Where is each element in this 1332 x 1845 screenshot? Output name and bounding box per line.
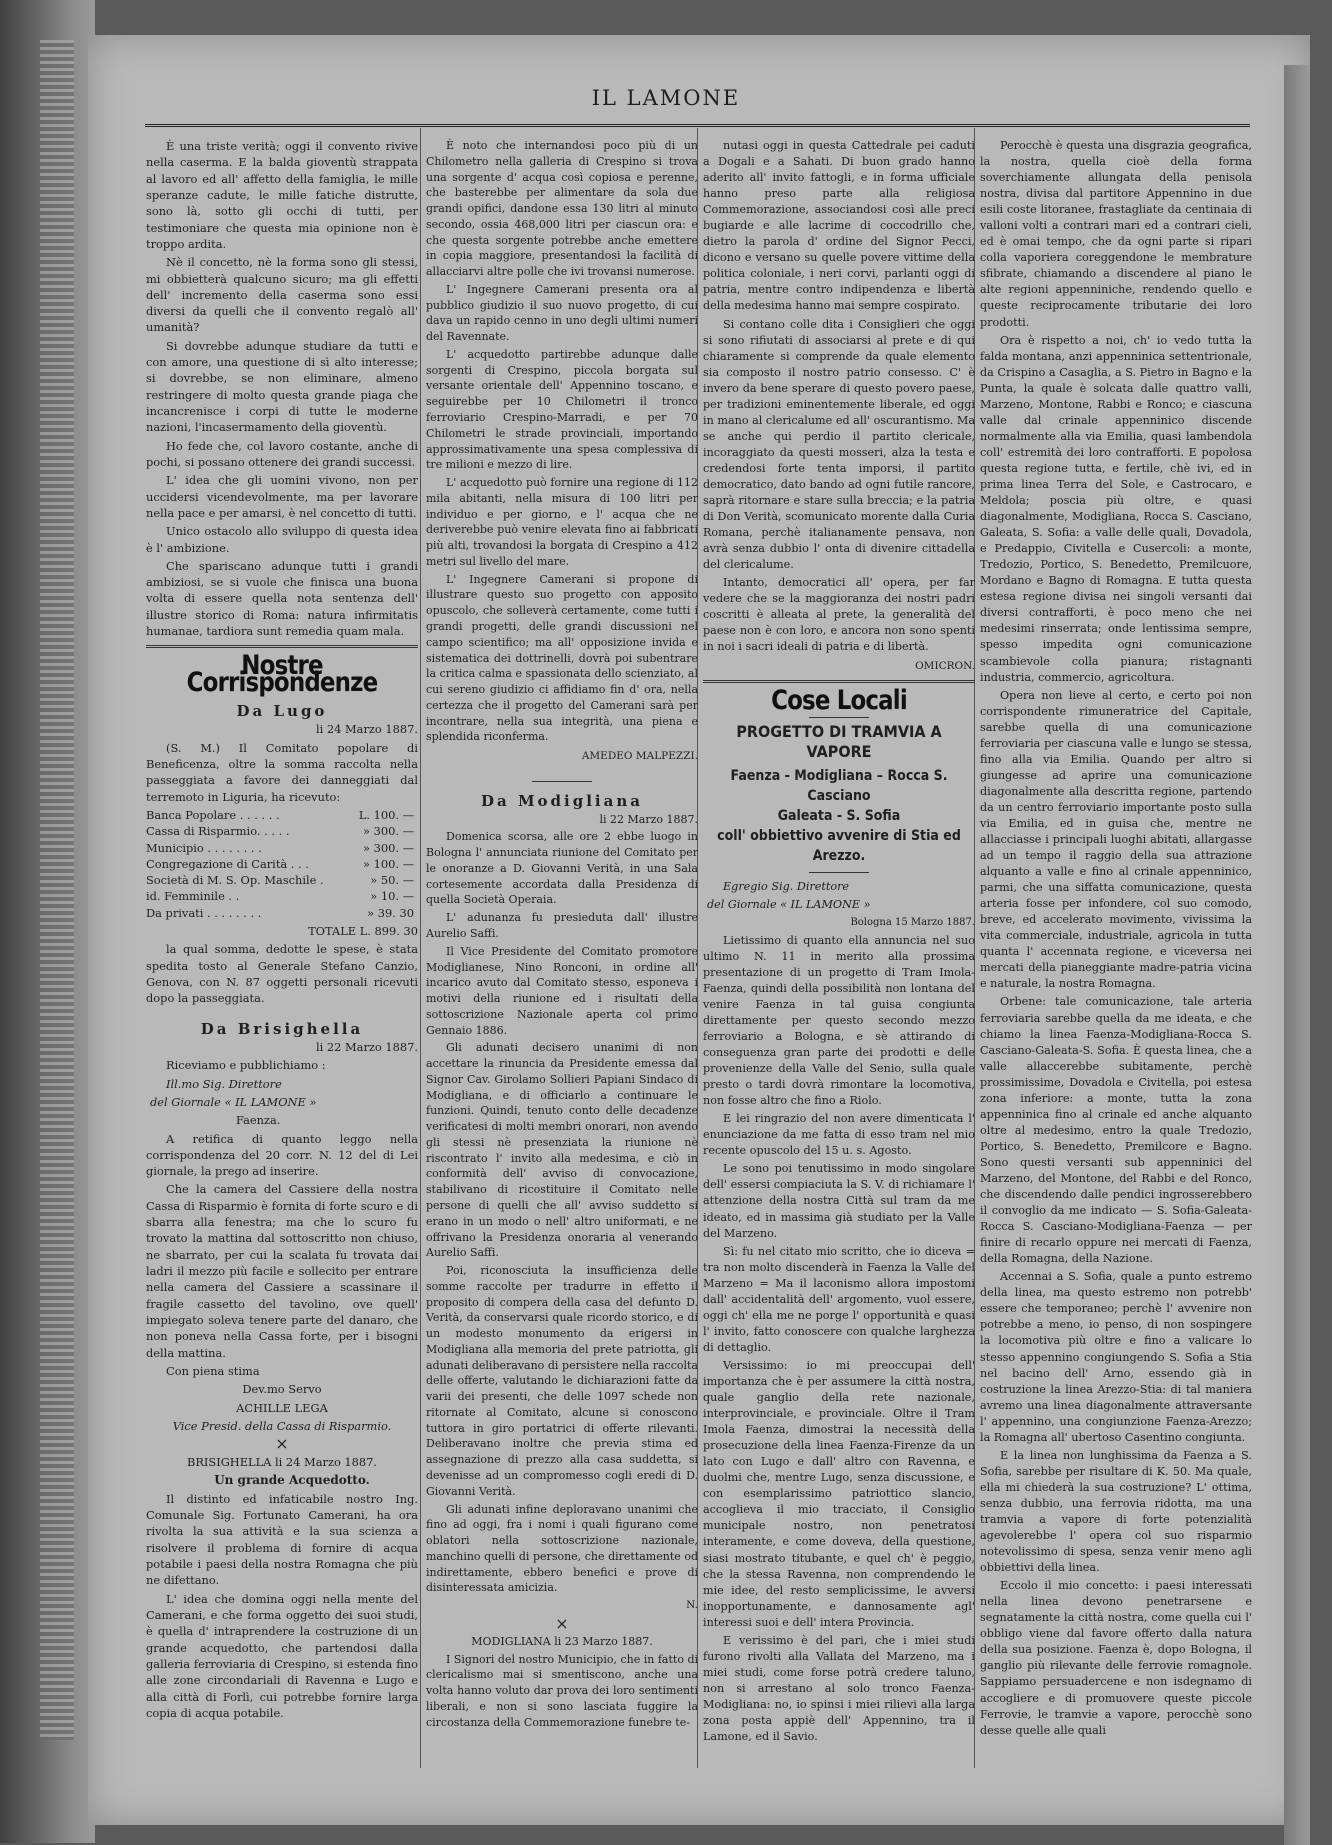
short-rule bbox=[809, 717, 869, 718]
article-paragraph: L' acquedotto può fornire una regione di 112 mila abitanti, nella misura di 100 litri per individuo e per giorno, e l' acqua che ne deriverebbe può venire elevata fino ai fabbricati più alti, trovandosi la borgata di Crespino a 412 metri sul livello del mare. bbox=[426, 476, 698, 568]
short-rule bbox=[532, 781, 592, 782]
signature: OMICRON. bbox=[915, 659, 975, 672]
donation-amount: L. 100. — bbox=[358, 807, 414, 822]
signature: N. bbox=[686, 1599, 698, 1612]
signature: AMEDEO MALPEZZI. bbox=[581, 750, 698, 763]
intro-article bbox=[146, 138, 418, 639]
address-line: Faenza. bbox=[236, 1113, 281, 1128]
article-paragraph: L' Ingegnere Camerani si propone di illustrare questo suo progetto con apposito opuscolo, che solleverà certamente, come tutti i grandi progetti, delle grandi discussioni nel campo scientifico; ma all' opposizione invida e sistematica dei dottrinelli, dovrà poi subentrare la critica calma e spassionata dello scienziato, al cui sereno giudizio ci affidiamo fin d' ora, nella certezza che il progetto del Camerani sarà per incontrare, nella sua integrità, una piena e splendida riconferma. bbox=[426, 572, 698, 744]
tramvia-letter bbox=[703, 933, 975, 1745]
article-paragraph: Si dovrebbe adunque studiare da tutti e con amore, una questione di sì alto interesse; si dovrebbe, se non eliminare, almeno restringere di molto questa grande piaga che incancrenisce i corpi di tutte le moderne nazioni, l'incasermamento della gioventù. bbox=[146, 338, 418, 435]
column-4 bbox=[980, 138, 1252, 1741]
lugo-after: la qual somma, dedotte le spese, è stata spedita tosto al Generale Stefano Canzio, Genova, con N. 87 oggetti personali ricevuti dopo la passeggiata. bbox=[146, 942, 418, 1006]
table-row bbox=[146, 888, 418, 904]
article-paragraph: Ho fede che, col lavoro costante, anche di pochi, si possano ottenere dei grandi successi. bbox=[146, 438, 418, 469]
brisighella-paragraph: Che la camera del Cassiere della nostra Cassa di Risparmio è fornita di forte scuro e di sbarra alla fenestra; ma che lo scuro fu trovato la mattina dal sottoscritto non chiuso, ne sbarrato, per cui la scalata fu trovata dai ladri il mezzo più facile e sollecito per entrare nella camera del Cassiere a scassinare il fragile cassetto del tavolino, ove quell' impiegato soleva tenere parte del danaro, che non poneva nella Cassa forte, per i bisogni della mattina. bbox=[146, 1182, 418, 1360]
donation-amount: » 100. — bbox=[363, 856, 414, 871]
article-paragraph: Accennai a S. Sofia, quale a punto estremo della linea, ma questo estremo non potrebb' essere che temporaneo; perchè l' avvenire non potrebbe a meno, io penso, di non sospingere la locomotiva più oltre e fino a valicare lo stesso appennino congiungendo S. Sofia a Stia nel bacino dell' Arno, essendo già in costruzione la linea Arezzo-Stia: di tal maniera avremo una linea diagonalmente attraversante l' appennino, una congiunzione Faenza-Arezzo; la Romagna all' ubertoso Casentino congiunta. bbox=[980, 1270, 1252, 1444]
separator-cross: × bbox=[275, 1434, 289, 1454]
article-paragraph: Gli adunati infine deploravano unanimi che fino ad oggi, fra i nomi i quali figurano come oblatori nella sottoscrizione nazionale, manchino quelli di persone, che direttamente od indirettamente, ebbero benefici e prove di disinteressata amicizia. bbox=[426, 1502, 698, 1595]
donor-label: Cassa di Risparmio. . . . . bbox=[146, 824, 290, 839]
article-paragraph: Versissimo: io mi preoccupai dell' importanza che è per assumere la città nostra, quale ganglio della rete nazionale, interprovinciale, e provinciale. Oltre il Tram Imola Faenza, dimostrai la necessità della prosecuzione della linea Faenza-Firenze da un lato con Lugo e dall' altro con Ravenna, e duolmi che, mentre Lugo, senza discussione, e con esemplarissimo patriottico slancio, accoglieva il mio tracciato, il Consiglio municipale nostro, non penetratosi interamente, e come doveva, della questione, siasi mostrato titubante, e quel ch' è peggio, che la stessa Ravenna, non comprendendo le mie idee, del resto semplicissime, le avversi inopportunamente, e dannosamente agl' interessi suoi e dell' intera Provincia. bbox=[703, 1358, 975, 1629]
article-paragraph: E la linea non lunghissima da Faenza a S. Sofia, sarebbe per risultare di K. 50. Ma quale, ella mi chiederà la sua costruzione? L' ottima, senza dubbio, una ferrovia ridotta, ma una tramvia a vapore di forte potenzialità agevolerebbe l' opera col suo risparmio notevolissimo di spesa, senza venir meno agli obbiettivi della linea. bbox=[980, 1448, 1252, 1575]
table-row bbox=[146, 905, 418, 921]
article-paragraph: E verissimo è del pari, che i miei studi furono rivolti alla Vallata del Marzeno, ma i miei studi, come forse potrà credere taluno, non si arrestano al solo tronco Faenza-Modigliana: no, io spinsi i miei rilievi alla larga zona posta appiè dell' Appennino, tra il Lamone, ed il Savio. bbox=[703, 1633, 975, 1744]
section-title: Cose Locali bbox=[771, 684, 907, 716]
modigliana-date-2: MODIGLIANA li 23 Marzo 1887. bbox=[471, 1634, 653, 1648]
brisighella-paragraph: Con piena stima bbox=[166, 1363, 260, 1378]
project-title: PROGETTO DI TRAMVIA A VAPORE bbox=[736, 721, 942, 761]
article-paragraph: E lei ringrazio del non avere dimenticata l' enunciazione da me fatta di esso tram nel mio recente opuscolo del 15 u. s. Agosto. bbox=[703, 1112, 975, 1158]
next-page-edge bbox=[1284, 65, 1310, 1845]
lugo-date: li 24 Marzo 1887. bbox=[315, 722, 418, 737]
article-paragraph: Sì: fu nel citato mio scritto, che io diceva = tra non molto discenderà in Faenza la Valle del Marzeno = Ma il laconismo allora impostomi dall' accidentalità dell' argomento, vuol essere, oggi ch' ella me ne porge l' opportunità e quasi l' invito, fatto conoscere con qualche larghezza di dettaglio. bbox=[703, 1244, 975, 1354]
project-subtitle: coll' obbiettivo avvenire di Stia ed Arezzo. bbox=[717, 827, 961, 864]
signature-name: ACHILLE LEGA bbox=[236, 1400, 328, 1415]
signature-title: Vice Presid. della Cassa di Risparmio. bbox=[172, 1418, 392, 1433]
address-line: del Giornale « IL LAMONE » bbox=[150, 1094, 317, 1109]
article-paragraph: Le sono poi tenutissimo in modo singolare dell' essersi compiaciuta la S. V. di richiamare l' attenzione della nostra Città sul tram da me ideato, ed in massima già studiato per la Valle del Marzeno. bbox=[703, 1162, 975, 1240]
article-paragraph: Lietissimo di quanto ella annuncia nel suo ultimo N. 11 in merito alla prossima presentazione di un progetto di Tram Imola-Faenza, quindi della possibilità non lontana del venire Faenza in tal guisa congiunta direttamente per questo secondo mezzo ferroviario a Bologna, e sè attirando di conseguenza gran parte dei prodotti e delle provenienze della Valle del Senio, sulla quale presto o tardi dovrà rimontare la locomotiva, non fosse altro che fino a Riolo. bbox=[703, 933, 975, 1108]
modigliana-heading: Da Modigliana bbox=[481, 791, 643, 810]
article-paragraph: L' acquedotto partirebbe adunque dalle sorgenti di Crespino, piccola borgata sul versante orientale dell' Appennino toscano, e seguirebbe per 10 Chilometri il tronco ferroviario Crespino-Marradi, e per 70 Chilometri le strade provinciali, importando approssimativamente una spesa complessiva di tre milioni e mezzo di lire. bbox=[426, 347, 698, 472]
acquedotto-article bbox=[426, 138, 698, 745]
lugo-intro: (S. M.) Il Comitato popolare di Beneficenza, oltre la somma raccolta nella passeggiata a favore dei danneggiati dal terremoto in Liguria, ha ricevuto: bbox=[146, 740, 418, 804]
article-paragraph: Opera non lieve al certo, e certo poi non corrispondente rimuneratrice del Capitale, sarebbe quella di una comunicazione ferroviaria per ciascuna valle e lungo se stessa, fino alla via Emilia. Quando per altro si giungesse ad aprire una comunicazione diagonalmente alla descritta regione, partendo da un centro ferroviario importante posto sulla via Emilia, ed in guisa che, mentre ne allacciasse i principali luoghi abitati, allargasse ad un tempo il raggio della sua attrazione alquanto a valle e fino al crinale appenninico, parmi, che una siffatta comunicazione, questa arteria fosse per infondere, col suo comodo, breve, ed accelerato movimento, vivissima la vita commerciale, industriale, agricola in tutta quanta l' accennata regione, e viceversa nei mercati della pianeggiante madre-patria vicina e naturale, la nostra Romagna. bbox=[980, 688, 1252, 991]
article-paragraph: Domenica scorsa, alle ore 2 ebbe luogo in Bologna l' annunciata riunione del Comitato per le onoranze a D. Giovanni Verità, in una Sala cortesemente accordata dalla Presidenza di quella Società Operaia. bbox=[426, 830, 698, 907]
article-paragraph: Gli adunati decisero unanimi di non accettare la rinuncia da Presidente emessa dal Signor Cav. Girolamo Sollieri Papiani Sindaco di Modigliana, e di officiarlo a continuare le funzioni. Quindi, tenuto conto delle decadenze verificatesi di molti membri onorari, non avendo gli stessi nè presenziata la riunione nè riscontrato l' invito alla medesima, e ciò in conformità dell' avviso di convocazione, stabilivano di ricostituire il Comitato nelle persone di quelli che all' avviso suddetto si erano in un modo o nell' altro uniformati, e ne offrivano la Presidenza onoraria al venerando Aurelio Saffi. bbox=[426, 1041, 698, 1260]
article-paragraph: Orbene: tale comunicazione, tale arteria ferroviaria sarebbe quella da me ideata, e che chiamo la linea Faenza-Modigliana-Rocca S. Casciano-Galeata-S. Sofia. È questa linea, che a valle allaccerebbe subitamente, perchè prossimissime, Dovadola e Civitella, poi estesa zona inferiore: a monte, tutta la zona appenninica fino al crinale ed anche alquanto oltre al medesimo, entro la quale Tredozio, Portico, S. Benedetto, Premilcore e Bagno. Sono questi versanti sub appenninici del Marzeno, del Montone, del Rabbi e del Ronco, che discendendo dalle pendici ingrosserebbero il convoglio da me indicato — S. Sofia-Galeata-Rocca S. Casciano-Modigliana-Faenza — per finire di recarlo oppure nei mercati di Faenza, della Romagna, della Nazione. bbox=[980, 995, 1252, 1266]
modigliana-continued bbox=[703, 138, 975, 656]
article-paragraph: L' Ingegnere Camerani presenta ora al pubblico giudizio il suo nuovo progetto, di cui dava un rapido cenno in uno degli ultimi numeri del Ravennate. bbox=[426, 282, 698, 344]
donation-amount: » 300. — bbox=[363, 824, 414, 839]
article-subheadline: Un grande Acquedotto. bbox=[214, 1473, 370, 1488]
section-rule bbox=[703, 680, 975, 683]
article-paragraph: È noto che internandosi poco più di un Chilometro nella galleria di Crespino si trova una sorgente d' acqua così copiosa e perenne, che basterebbe per alimentare da sola due grandi opifici, dandone essa 130 litri al minuto secondo, ossia 468,000 litri per ciascun ora: e che questa sorgente potrebbe anche emettere in copia maggiore, presentandosi la facilità di allacciarvi altre polle che ivi trovansi numerose. bbox=[426, 139, 698, 279]
donation-amount: » 39. 30 bbox=[367, 905, 414, 920]
donation-amount: » 300. — bbox=[363, 840, 414, 855]
article-paragraph: Poi, riconosciuta la insufficienza delle somme raccolte per tradurre in effetto il proposito di compera della casa del defunto D. Verità, da conservarsi quale ricordo storico, e di un modesto monumento da erigersi in Modigliana alla memoria del prete patriotta, gli adunati deliberavano di persistere nella raccolta delle offerte, valutando le dichiarazioni fatte da varii dei presenti, che delle 1097 schede non ritornate al Comitato, alcune si conoscono tuttora in giro portatrici di offerte rilevanti. Deliberavano inoltre che previa stima ed assegnazione di prezzo alla casa suddetta, si devenisse ad un compromesso cogli eredi di D. Giovanni Verità. bbox=[426, 1264, 698, 1498]
article-paragraph: Intanto, democratici all' opera, per far vedere che se la maggioranza dei nostri padri coscritti è alleata al prete, la generalità del paese non è con loro, e ancora non sono spenti in noi i sacri ideali di patria e di libertà. bbox=[703, 576, 975, 654]
article-paragraph: Unico ostacolo allo sviluppo di questa idea è l' ambizione. bbox=[146, 524, 418, 555]
address-line: Egregio Sig. Direttore bbox=[723, 879, 850, 893]
column-1 bbox=[146, 138, 418, 1723]
letter-date: Bologna 15 Marzo 1887. bbox=[850, 916, 975, 928]
address-line: del Giornale « IL LAMONE » bbox=[707, 897, 871, 911]
donation-amount: » 10. — bbox=[370, 889, 414, 904]
article-paragraph: Che spariscano adunque tutti i grandi ambiziosi, se si vuole che finisca una buona volta di essere quella nota sentenza dell' illustre storico di Roma: natura infirmitatis humanae, tardiora sunt remedia quam mala. bbox=[146, 558, 418, 639]
table-row bbox=[146, 872, 418, 888]
article-paragraph: L' adunanza fu presieduta dall' illustre Aurelio Saffi. bbox=[426, 911, 698, 940]
brisighella-paragraph: A retifica di quanto leggo nella corrispondenza del 20 corr. N. 12 del di Lei giornale, la prego ad inserire. bbox=[146, 1131, 418, 1179]
article-paragraph: Il Vice Presidente del Comitato promotore Modiglianese, Nino Ronconi, in ordine all' incarico avuto dal Comitato stesso, esponeva i motivi della riunione ed i risultati della sottoscrizione Nazionale aperta col primo Gennaio 1886. bbox=[426, 944, 698, 1037]
article-paragraph: Nè il concetto, nè la forma sono gli stessi, mi obbietterà qualcuno sicuro; ma gli effetti dell' incremento della caserma sono essi diversi da quelli che il convento regalò all' umanità? bbox=[146, 255, 418, 335]
address-line: Ill.mo Sig. Direttore bbox=[166, 1076, 282, 1091]
article-paragraph: Eccolo il mio concetto: i paesi interessati nella linea devono penetrarsene e segnatamente la città nostra, come quella cui l' obbligo viene dal favore offerto dalla natura della sua posizione. Faenza è, dopo Bologna, il ganglio più rilevante delle ferrovie romagnole. Sappiamo persuadercene e non isdegnamo di accogliere e di promuovere queste piccole Ferrovie, le tramvie a vapore, perocchè sono desse quelle alle quali bbox=[980, 1579, 1252, 1737]
short-rule bbox=[809, 872, 869, 873]
donor-label: Municipio . . . . . . . . bbox=[146, 840, 262, 855]
donor-label: Banca Popolare . . . . . . bbox=[146, 807, 280, 822]
donor-label: Società di M. S. Op. Maschile . bbox=[146, 873, 324, 888]
modigliana-date: li 22 Marzo 1887. bbox=[599, 812, 698, 826]
donor-label: Da privati . . . . . . . . bbox=[146, 905, 262, 920]
section-rule bbox=[146, 645, 418, 648]
table-row bbox=[146, 840, 418, 856]
donor-label: Congregazione di Carità . . . bbox=[146, 856, 309, 871]
donations-table bbox=[146, 807, 418, 921]
binding-edge bbox=[40, 40, 74, 1740]
table-row bbox=[146, 856, 418, 872]
modigliana-article bbox=[426, 829, 698, 1596]
article-paragraph: Si contano colle dita i Consiglieri che oggi si sono rifiutati di associarsi al prete e di qui chiaramente si comprende da quale elemento sia composto il nostro patrio consesso. C' è invero da bene sperare di questo povero paese, per tradizioni eminentemente liberale, ed oggi in mano al clericalume ed all' oscurantismo. Ma se anche qui perdio il partito clericale, incoraggiato da questi mosseri, alza la testa e credendosi forte tenta imporsi, il partito democratico, dato bando ad ogni futile rancore, saprà ritornare e stare sulla breccia; e la patria di Don Verità, scomunicato morente dalla Curia Romana, perchè italianamente pensava, non avrà senza dubbio l' onta di divenire cittadella del clericalume. bbox=[703, 317, 975, 572]
brisighella-paragraph: Il distinto ed infaticabile nostro Ing. Comunale Sig. Fortunato Camerani, ha ora rivolta la sua attività e la sua scienza a risolvere il problema di fornire di acqua potabile i paesi della nostra Romagna che più ne difettano. bbox=[146, 1491, 418, 1588]
brisighella-date: li 22 Marzo 1887. bbox=[315, 1039, 418, 1054]
table-row bbox=[146, 807, 418, 823]
brisighella-heading: Da Brisighella bbox=[200, 1019, 364, 1038]
lugo-heading: Da Lugo bbox=[236, 702, 328, 720]
table-row bbox=[146, 823, 418, 839]
brisighella-paragraph: L' idea che domina oggi nella mente del Camerani, e che forma oggetto dei suoi studi, è quella d' intraprendere la costruzione di un grande acquedotto, che partendosi dalla galleria ferroviaria di Crespino, si estenda fino alle zone circondariali di Ravenna e Lugo e alla città di Forlì, cui potrebbe fornire larga copia di acqua potabile. bbox=[146, 1591, 418, 1720]
article-paragraph: Perocchè è questa una disgrazia geografica, la nostra, quella cioè della forma soverchiamente allungata della penisola nostra, divisa dal partitore Appennino in due esili coste litoranee, frastagliate da centinaia di valloni volti a contrari mari ed a contrari cieli, ed è omai tempo, che da ogni parte si ripari colla vaporiera coreggendone le membrature sfibrate, chiamando a discendere al piano le alte regioni appenniniche, rendendo quello e queste reciprocamente tributarie dei loro prodotti. bbox=[980, 139, 1252, 329]
project-subtitle: Galeata - S. Sofia bbox=[777, 807, 901, 824]
column-2 bbox=[426, 138, 698, 1733]
donor-label: id. Femminile . . bbox=[146, 889, 240, 904]
brisighella-date-2: BRISIGHELLA li 24 Marzo 1887. bbox=[186, 1455, 378, 1470]
article-paragraph: È una triste verità; oggi il convento rivive nella caserma. E la balda gioventù strappata al lavoro ed all' affetto della famiglia, le mille speranze cadute, le mille fatiche distrutte, sono là, sotto gli occhi di tutti, per testimoniare che questa mia opinione non è troppo ardita. bbox=[146, 139, 418, 251]
column-3 bbox=[703, 138, 975, 1747]
lugo-total: TOTALE L. 899. 30 bbox=[308, 924, 418, 939]
signature-line: Dev.mo Servo bbox=[242, 1382, 322, 1397]
donation-amount: » 50. — bbox=[370, 873, 414, 888]
article-paragraph: Ora è rispetto a noi, ch' io vedo tutta la falda montana, anzi appenninica settentrionale, da Crispino a Casaglia, a S. Pietro in Bagno e la Punta, la quale è solcata dalle quattro valli, Marzeno, Montone, Rabbi e Ronco; e ciascuna valle dal crinale appenninico discende normalmente alla via Emilia, quasi lambendola coll' estremità dei loro contrafforti. E popolosa questa regione tutta, e fertile, chè ivi, ed in prima linea Terra del Sole, e Castrocaro, e Meldola; poscia più oltre, e quasi diagonalmente, Modigliana, Rocca S. Casciano, Galeata, S. Sofia: a valle delle quali, Dovadola, e Predappio, Civitella e Cusercoli: a monte, Tredozio, Portico, S. Benedetto, Premilcuore, Mordano e Bagno di Romagna. E tutta questa estesa regione divisa nei singoli versanti dai diversi contrafforti, è poco meno che nei medesimi rinserrata; onde lentissima sempre, spesso impedita ogni comunicazione scambievole colla pianura; ristagnanti industria, commercio, agricoltura. bbox=[980, 333, 1252, 684]
header-rule bbox=[145, 124, 1250, 127]
column-divider bbox=[420, 128, 421, 1768]
article-paragraph: nutasi oggi in questa Cattedrale pei caduti a Dogali e a Sahati. Di buon grado hanno aderito all' invito fattogli, e in forma ufficiale hanno preso parte alla religiosa Commemorazione, associandosi così alle preci bugiarde e alle lacrime di coccodrillo che, dietro la parola d' ordine del Signor Pecci, dicono e versano su quelle povere vittime della politica coloniale, i neri corvi, parlanti oggi di patria, mentre contro indipendenza e libertà della medesima hanno mai sempre cospirato. bbox=[703, 139, 975, 313]
brisighella-line: Riceviamo e pubblichiamo : bbox=[166, 1058, 326, 1073]
modigliana-paragraph: I Signori del nostro Municipio, che in fatto di clericalismo mai si smentiscono, anche una volta hanno voluto dar prova dei loro sentimenti liberali, e non si sono lasciata fuggire la circostanza della Commemorazione funebre te- bbox=[426, 1652, 698, 1729]
section-title: Nostre Corrispondenze bbox=[186, 650, 378, 698]
masthead: IL LAMONE bbox=[591, 86, 741, 110]
article-paragraph: L' idea che gli uomini vivono, non per uccidersi vicendevolmente, ma per lavorare nella pace e per amarsi, è nel concetto di tutti. bbox=[146, 473, 418, 520]
separator-cross: × bbox=[555, 1613, 569, 1633]
tramvia-letter-continued bbox=[980, 138, 1252, 1739]
project-subtitle: Faenza - Modigliana – Rocca S. Casciano bbox=[730, 767, 948, 804]
